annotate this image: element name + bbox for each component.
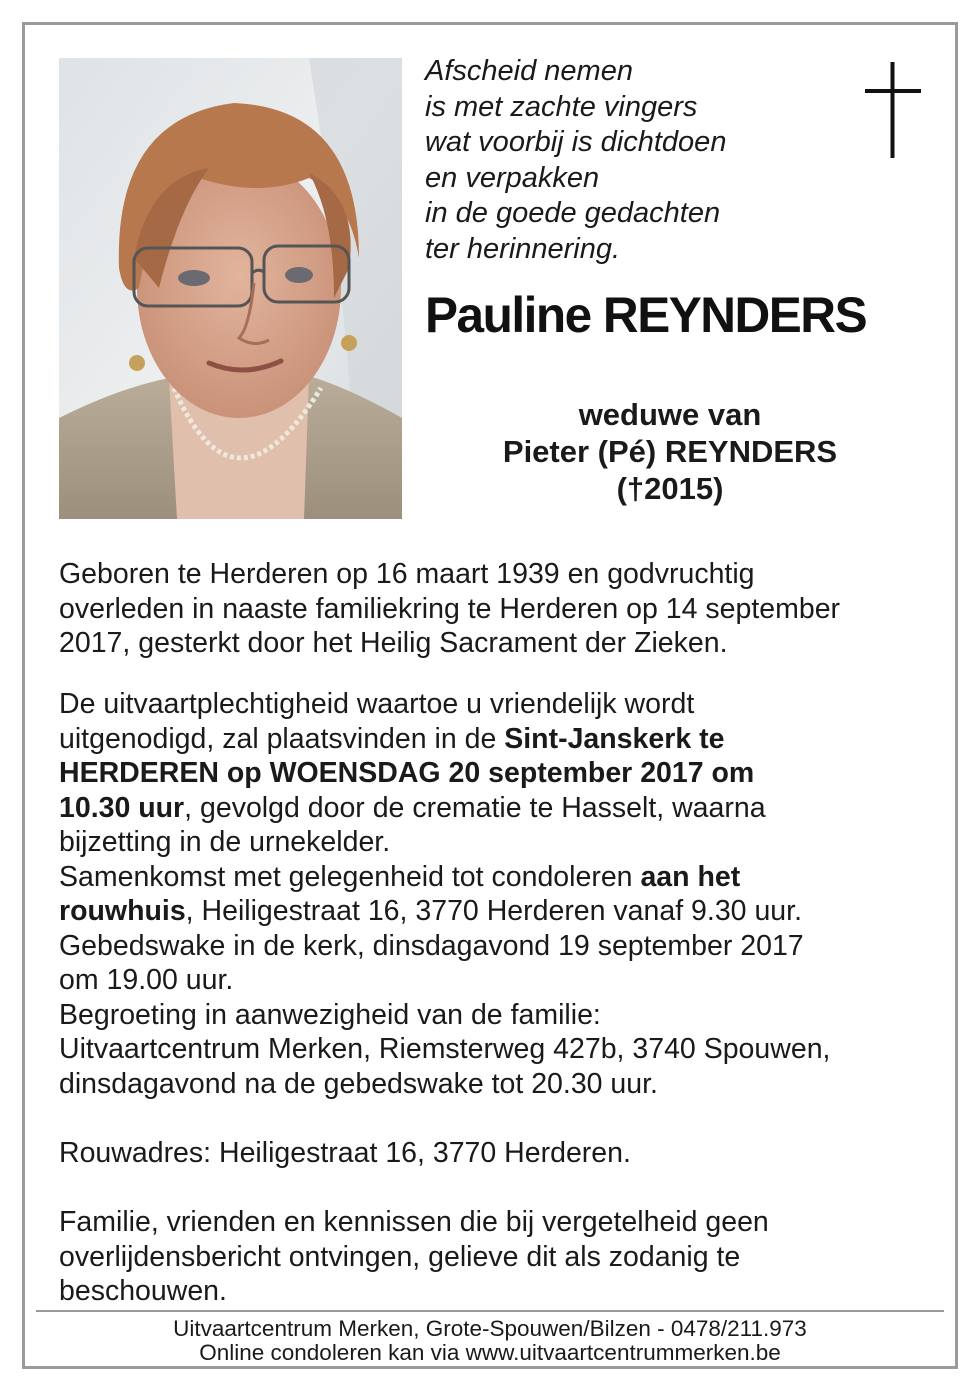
text-normal: Samenkomst met gelegenheid tot condoleren	[59, 860, 641, 893]
widow-block	[420, 396, 920, 507]
condolence-location-cont: rouwhuis	[59, 895, 186, 927]
text-line	[59, 894, 939, 929]
poem-line: en verpakken	[425, 161, 600, 194]
poem-line: in de goede gedachten	[425, 197, 721, 229]
text-line: De uitvaartplechtigheid waartoe u vriendelijk wordt	[59, 688, 695, 720]
text-line: Begroeting in aanwezigheid van de familie:	[59, 998, 601, 1031]
text-line	[59, 756, 939, 791]
text-line: bijzetting in de urnekelder.	[59, 826, 391, 858]
text-line: overleden in naaste familiekring te Herderen op 14 september	[59, 592, 841, 625]
deceased-name: Pauline REYNDERS	[425, 287, 867, 343]
spouse-name: Pieter (Pé) REYNDERS	[502, 434, 838, 469]
widow-label: weduwe van	[578, 397, 762, 432]
text-normal: uitgenodigd, zal plaatsvinden in de	[59, 722, 505, 755]
text-line: Familie, vrienden en kennissen die bij vergetelheid geen	[59, 1206, 769, 1238]
spouse-death-year: (†2015)	[616, 471, 724, 506]
mourning-address: Rouwadres: Heiligestraat 16, 3770 Herderen.	[59, 1137, 631, 1169]
ceremony-time: 10.30 uur	[59, 791, 185, 824]
birth-paragraph	[59, 557, 939, 661]
text-normal: , Heiligestraat 16, 3770 Herderen vanaf 9.30 uur.	[185, 895, 802, 927]
footer-divider	[36, 1310, 944, 1312]
text-line: om 19.00 uur.	[59, 964, 234, 996]
footer-website: Online condoleren kan via www.uitvaartcentrummerken.be	[199, 1340, 781, 1365]
text-line: Geboren te Herderen op 16 maart 1939 en godvruchtig	[59, 558, 755, 590]
poem-line: wat voorbij is dichtdoen	[425, 126, 727, 158]
condolence-location: aan het	[640, 860, 741, 893]
poem-line: ter herinnering.	[425, 232, 621, 265]
text-line: overlijdensbericht ontvingen, gelieve dit als zodanig te	[59, 1240, 741, 1273]
ceremony-paragraph	[59, 687, 939, 1101]
text-line	[59, 860, 939, 895]
footer-contact: Uitvaartcentrum Merken, Grote-Spouwen/Bilzen - 0478/211.973	[173, 1316, 807, 1341]
church-name: Sint-Janskerk te	[504, 722, 725, 755]
portrait-photo	[59, 58, 402, 519]
poem	[425, 54, 845, 267]
text-line	[59, 791, 939, 826]
text-line: Gebedswake in de kerk, dinsdagavond 19 september 2017	[59, 929, 804, 962]
text-line	[59, 722, 939, 757]
poem-line: Afscheid nemen	[425, 55, 633, 87]
text-line: dinsdagavond na de gebedswake tot 20.30 uur.	[59, 1067, 658, 1100]
ceremony-date: HERDEREN op WOENSDAG 20 september 2017 om	[59, 757, 755, 789]
text-line: beschouwen.	[59, 1275, 227, 1307]
text-normal: , gevolgd door de crematie te Hasselt, waarna	[184, 791, 766, 824]
cross-icon	[862, 62, 924, 158]
notice-paragraph	[59, 1205, 939, 1309]
text-line: Uitvaartcentrum Merken, Riemsterweg 427b, 3740 Spouwen,	[59, 1033, 831, 1065]
poem-line: is met zachte vingers	[425, 90, 698, 123]
text-line: 2017, gesterkt door het Heilig Sacrament der Zieken.	[59, 627, 728, 659]
